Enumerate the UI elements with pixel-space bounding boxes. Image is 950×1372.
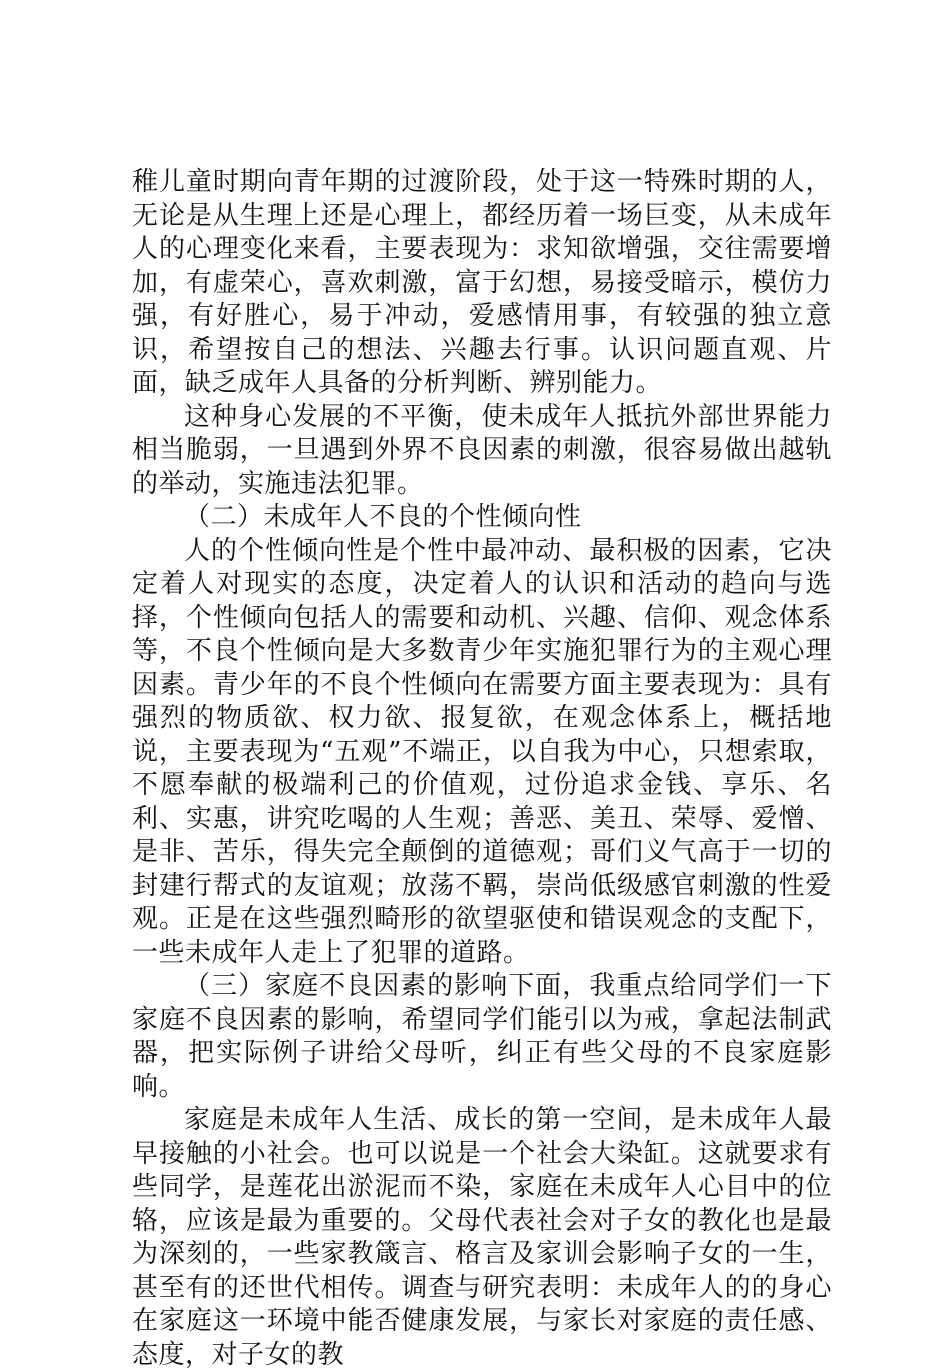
document-body (132, 166, 832, 1372)
paragraph-continued: 稚儿童时期向青年期的过渡阶段，处于这一特殊时期的人，无论是从生理上还是心理上，都经历着一场巨变，从未成年人的心理变化来看，主要表现为：求知欲增强，交往需要增加，有虚荣心，喜欢刺激，富于幻想，易接受暗示，模仿力强，有好胜心，易于冲动，爱感情用事，有较强的独立意识，希望按自己的想法、兴趣去行事。认识问题直观、片面，缺乏成年人具备的分析判断、辨别能力。 (132, 167, 832, 398)
paragraph: 这种身心发展的不平衡，使未成年人抵抗外部世界能力相当脆弱，一旦遇到外界不良因素的刺激，很容易做出越轨的举动，实施违法犯罪。 (132, 401, 832, 499)
section-heading-paragraph: （三）家庭不良因素的影响下面，我重点给同学们一下家庭不良因素的影响，希望同学们能引以为戒，拿起法制武器，把实际例子讲给父母听，纠正有些父母的不良家庭影响。 (132, 971, 832, 1102)
paragraph: 家庭是未成年人生活、成长的第一空间，是未成年人最早接触的小社会。也可以说是一个社会大染缸。这就要求有些同学，是莲花出淤泥而不染，家庭在未成年人心目中的位辂，应该是最为重要的。父母代表社会对子女的教化也是最为深刻的，一些家教箴言、格言及家训会影响子女的一生，甚至有的还世代相传。调查与研究表明：未成年人的的身心在家庭这一环境中能否健康发展，与家长对家庭的责任感、态度，对子女的教 (132, 1105, 832, 1370)
paragraph: 人的个性倾向性是个性中最冲动、最积极的因素，它决定着人对现实的态度，决定着人的认识和活动的趋向与选择，个性倾向包括人的需要和动机、兴趣、信仰、观念体系等，不良个性倾向是大多数青少年实施犯罪行为的主观心理因素。青少年的不良个性倾向在需要方面主要表现为：具有强烈的物质欲、权力欲、报复欲，在观念体系上，概括地说，主要表现为“五观”不端正，以自我为中心，只想索取，不愿奉献的极端利己的价值观，过份追求金钱、享乐、名利、实惠，讲究吃喝的人生观；善恶、美丑、荣辱、爱憎、是非、苦乐，得失完全颠倒的道德观；哥们义气高于一切的封建行帮式的友谊观；放荡不羁，崇尚低级感官刺激的性爱观。正是在这些强烈畸形的欲望驱使和错误观念的支配下，一些未成年人走上了犯罪的道路。 (132, 535, 832, 968)
section-heading: （二）未成年人不良的个性倾向性 (184, 502, 582, 532)
